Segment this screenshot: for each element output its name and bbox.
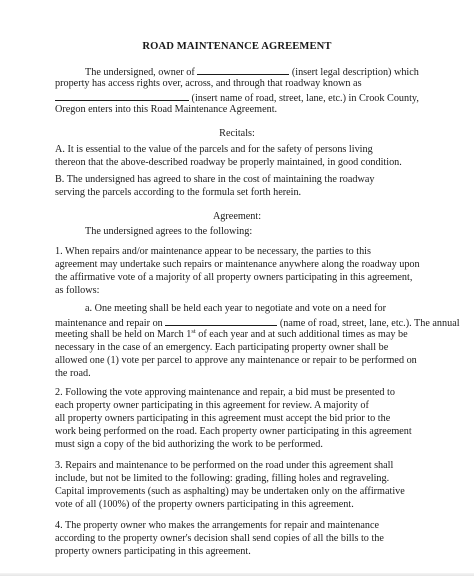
intro-line-1 [85,65,419,79]
recital-b-line-2: serving the parcels according to the formula set forth herein. [55,187,302,198]
paragraph-2-line-2: each property owner participating in this agreement for review. A majority of [55,400,369,411]
paragraph-3-line-4: vote of all (100%) of the property owners participating in this agreement. [55,499,354,510]
legal-description-blank [197,65,289,75]
paragraph-4-line-2: according to the property owner's decision shall send copies of all the bills to the [55,533,384,544]
paragraph-2-line-5: must sign a copy of the bid authorizing the work to be performed. [55,439,323,450]
intro-line-2: property has access rights over, across, and through that roadway known as [55,78,362,89]
road-name-blank [55,91,189,101]
recital-a-line-2: thereon that the above-described roadway be properly maintained, in good condition. [55,157,402,168]
paragraph-3-line-2: include, but not be limited to the following: grading, filling holes and regraveling. [55,473,390,484]
paragraph-1-line-3: the affirmative vote of a majority of all property owners participating in this agreement, [55,272,413,283]
subparagraph-a-line-3 [55,329,408,341]
subparagraph-a-text: of each year and at such additional times as may be [195,329,408,340]
road-name-blank-2 [165,316,277,326]
intro-text: (insert name of road, street, lane, etc.) in Crook County, [191,93,419,104]
subparagraph-a-line-1: a. One meeting shall be held each year to negotiate and vote on a need for [85,303,386,314]
intro-text: The undersigned, owner of [85,67,195,78]
intro-line-4: Oregon enters into this Road Maintenance Agreement. [55,104,278,115]
page-title: ROAD MAINTENANCE AGREEMENT [142,41,332,52]
paragraph-2-line-4: work being performed on the road. Each property owner participating in this agreement [55,426,412,437]
paragraph-1-line-4: as follows: [55,285,100,296]
subparagraph-a-line-2 [55,316,460,330]
agreement-lead: The undersigned agrees to the following: [85,226,253,237]
agreement-heading: Agreement: [212,211,262,222]
recital-b-line-1: B. The undersigned has agreed to share in the cost of maintaining the roadway [55,174,375,185]
paragraph-2-line-1: 2. Following the vote approving maintenance and repair, a bid must be presented to [55,387,395,398]
subparagraph-a-line-5: allowed one (1) vote per parcel to approve any maintenance or repair to be performed on [55,355,417,366]
intro-text: (insert legal description) which [291,67,419,78]
intro-line-3 [55,91,419,105]
ordinal-suffix: st [191,328,196,335]
subparagraph-a-text: maintenance and repair on [55,318,163,329]
recital-a-line-1: A. It is essential to the value of the parcels and for the safety of persons living [55,144,373,155]
paragraph-3-line-3: Capital improvements (such as asphalting) may be undertaken only on the affirmative [55,486,405,497]
paragraph-4-line-3: property owners participating in this agreement. [55,546,251,557]
paragraph-2-line-3: all property owners participating in this agreement must accept the bid prior to the [55,413,391,424]
subparagraph-a-text: meeting shall be held on March 1 [55,329,192,340]
paragraph-3-line-1: 3. Repairs and maintenance to be performed on the road under this agreement shall [55,460,394,471]
recitals-heading: Recitals: [219,128,255,139]
subparagraph-a-text: (name of road, street, lane, etc.). The annual [279,318,460,329]
subparagraph-a-line-6: the road. [55,368,91,379]
paragraph-4-line-1: 4. The property owner who makes the arrangements for repair and maintenance [55,520,379,531]
paragraph-1-line-2: agreement may undertake such repairs or maintenance anywhere along the roadway upon [55,259,420,270]
paragraph-1-line-1: 1. When repairs and/or maintenance appear to be necessary, the parties to this [55,246,371,257]
subparagraph-a-line-4: necessary in the case of an emergency. Each participating property owner shall be [55,342,389,353]
